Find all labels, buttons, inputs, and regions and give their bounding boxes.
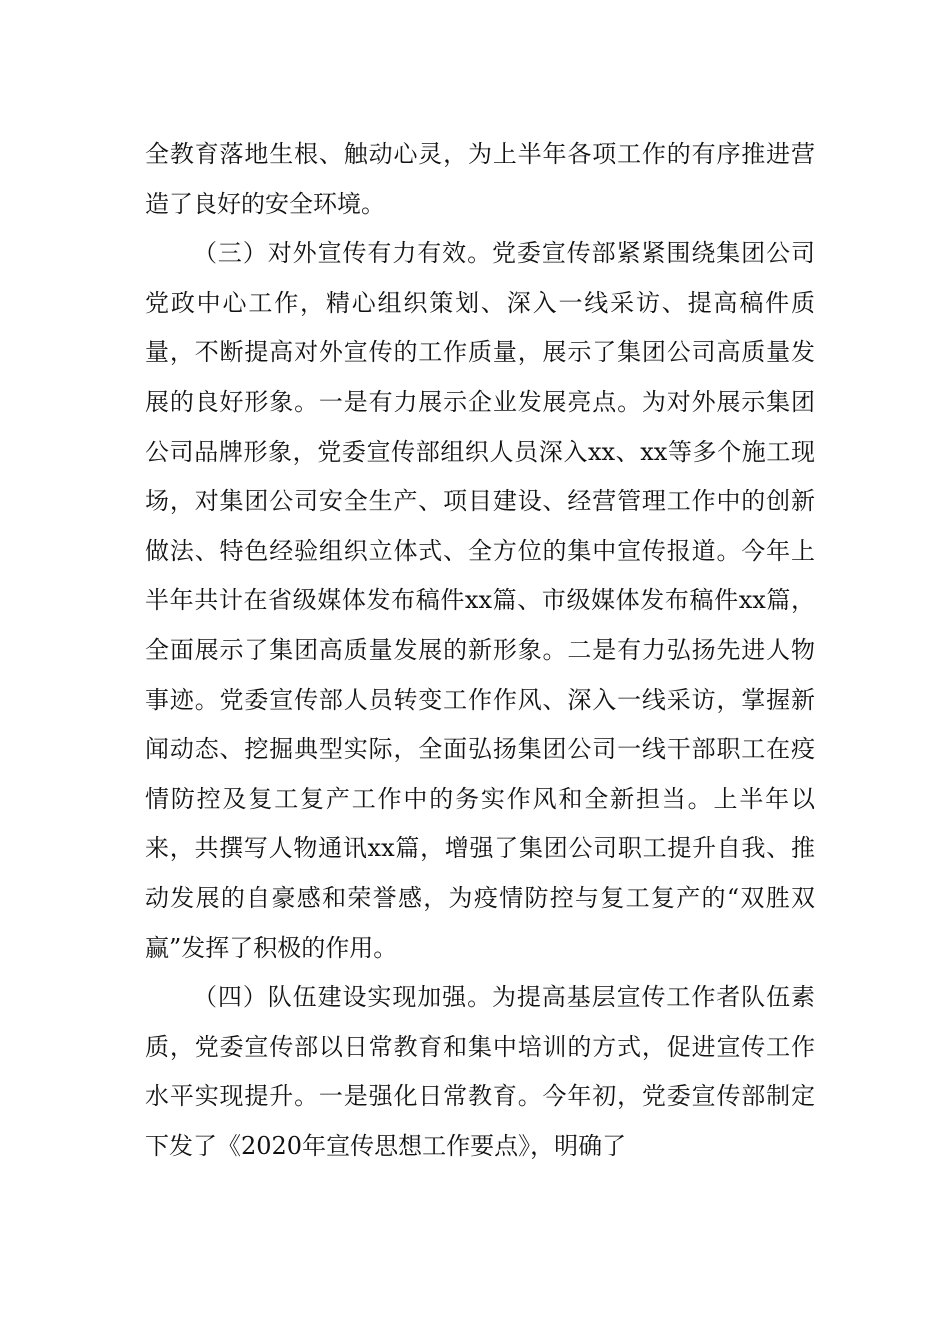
paragraph-team-building: （四）队伍建设实现加强。为提高基层宣传工作者队伍素质，党委宣传部以日常教育和集中培训的方式，促进宣传工作水平实现提升。一是强化日常教育。今年初，党委宣传部制定下发了《2020年宣传思想工作要点》，明确了 bbox=[145, 983, 815, 1160]
document-body bbox=[145, 130, 815, 1171]
paragraph-continuation: 全教育落地生根、触动心灵，为上半年各项工作的有序推进营造了良好的安全环境。 bbox=[145, 140, 815, 218]
paragraph-external-publicity: （三）对外宣传有力有效。党委宣传部紧紧围绕集团公司党政中心工作，精心组织策划、深入一线采访、提高稿件质量，不断提高对外宣传的工作质量，展示了集团公司高质量发展的良好形象。一是有力展示企业发展亮点。为对外展示集团公司品牌形象，党委宣传部组织人员深入xx、xx等多个施工现场，对集团公司安全生产、项目建设、经营管理工作中的创新做法、特色经验组织立体式、全方位的集中宣传报道。今年上半年共计在省级媒体发布稿件xx篇、市级媒体发布稿件xx篇，全面展示了集团高质量发展的新形象。二是有力弘扬先进人物事迹。党委宣传部人员转变工作作风、深入一线采访，掌握新闻动态、挖掘典型实际，全面弘扬集团公司一线干部职工在疫情防控及复工复产工作中的务实作风和全新担当。上半年以来，共撰写人物通讯xx篇，增强了集团公司职工提升自我、推动发展的自豪感和荣誉感，为疫情防控与复工复产的“双胜双赢”发挥了积极的作用。 bbox=[145, 239, 815, 962]
